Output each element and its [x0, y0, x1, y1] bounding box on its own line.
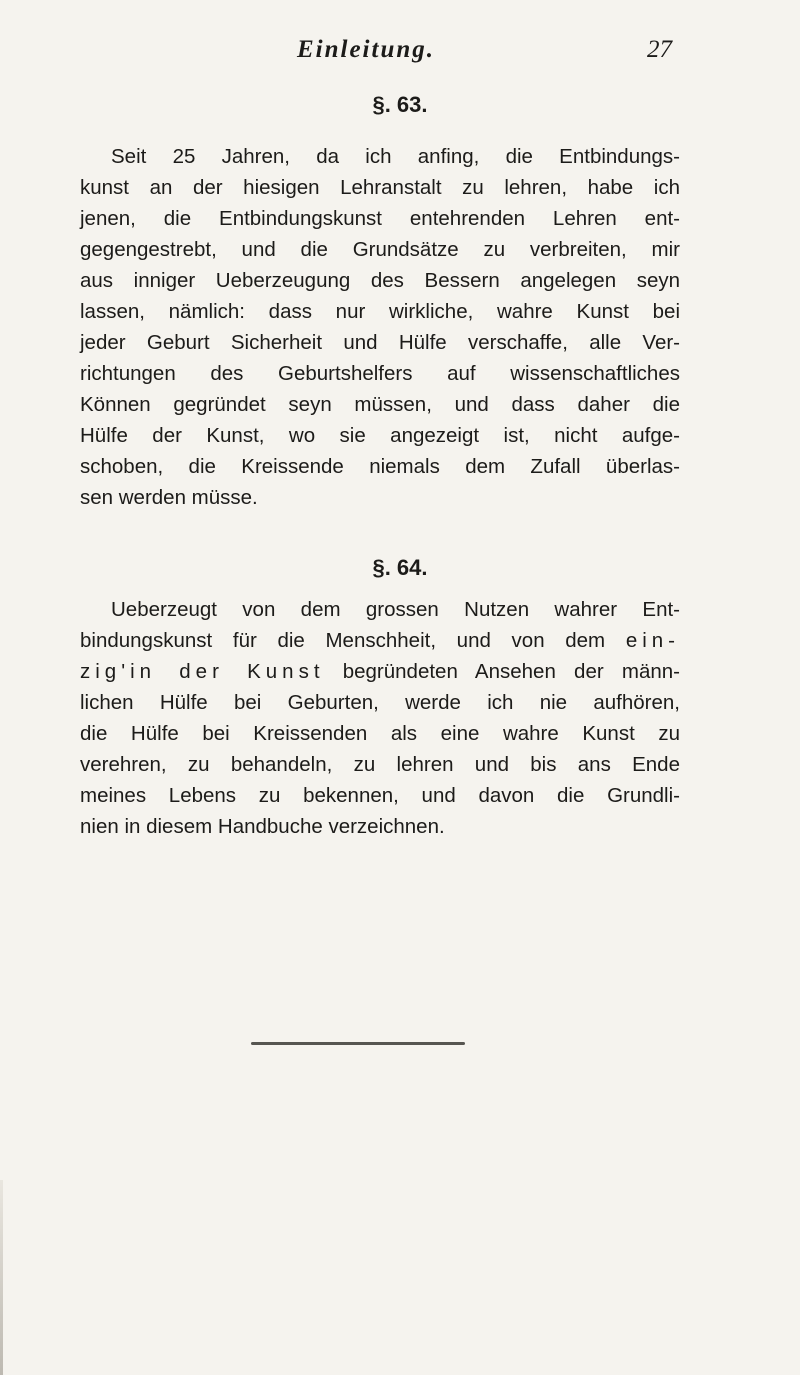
text-line: lassen, nämlich: dass nur wirkliche, wahre Kunst bei	[80, 300, 680, 323]
text-line: verehren, zu behandeln, zu lehren und bis ans Ende	[80, 753, 680, 776]
text-line: Können gegründet seyn müssen, und dass daher die	[80, 393, 680, 416]
text-line: jeder Geburt Sicherheit und Hülfe verschaffe, alle Ver-	[80, 331, 680, 354]
printer-rule	[251, 1042, 465, 1045]
text-line: Ueberzeugt von dem grossen Nutzen wahrer Ent-	[111, 598, 680, 621]
text-line: Hülfe der Kunst, wo sie angezeigt ist, nicht aufge-	[80, 424, 680, 447]
text-line: jenen, die Entbindungskunst entehrenden Lehren ent-	[80, 207, 680, 230]
text-line: meines Lebens zu bekennen, und davon die Grundli-	[80, 784, 680, 807]
text-line: die Hülfe bei Kreissenden als eine wahre Kunst zu	[80, 722, 680, 745]
text-line: schoben, die Kreissende niemals dem Zufall überlas-	[80, 455, 680, 478]
text-line: Seit 25 Jahren, da ich anfing, die Entbindungs-	[111, 145, 680, 168]
text-line: kunst an der hiesigen Lehranstalt zu lehren, habe ich	[80, 176, 680, 199]
text-segment: begründeten Ansehen der männ-	[324, 660, 680, 683]
page-edge-shadow	[0, 1180, 3, 1375]
section-heading-64: §. 64.	[372, 555, 428, 580]
text-line: aus inniger Ueberzeugung des Bessern angelegen seyn	[80, 269, 680, 292]
text-line	[80, 656, 680, 687]
text-line: richtungen des Geburtshelfers auf wissenschaftliches	[80, 362, 680, 385]
paragraph-63	[80, 141, 680, 513]
text-line	[80, 625, 680, 656]
running-head	[60, 36, 672, 70]
running-title: Einleitung.	[296, 36, 435, 63]
text-line: lichen Hülfe bei Geburten, werde ich nie aufhören,	[80, 691, 680, 714]
spaced-emphasis: ein-	[625, 629, 680, 652]
page-number: 27	[647, 36, 672, 63]
text-line: sen werden müsse.	[80, 486, 258, 509]
section-heading-63: §. 63.	[372, 92, 428, 117]
paragraph-64	[80, 594, 680, 842]
spaced-emphasis: zig'in der Kunst	[80, 660, 325, 683]
text-line: nien in diesem Handbuche verzeichnen.	[80, 815, 445, 838]
text-segment: bindungskunst für die Menschheit, und von dem	[80, 629, 626, 652]
text-line: gegengestrebt, und die Grundsätze zu verbreiten, mir	[80, 238, 680, 261]
